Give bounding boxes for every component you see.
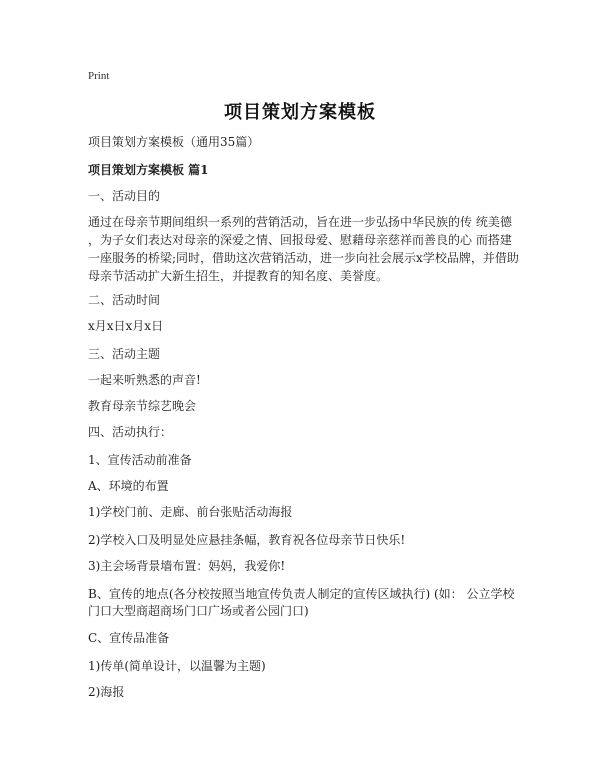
paragraph-line: 母亲节活动扩大新生招生，并提教育的知名度、美誉度。 [88,269,389,283]
sub-heading-environment: A、环境的布置 [88,479,169,493]
heading-activity-theme: 三、活动主题 [88,347,161,361]
theme-line: 教育母亲节综艺晚会 [88,399,197,413]
activity-time-value: x月x日x月x日 [88,319,164,333]
section-heading: 项目策划方案模板 篇1 [88,163,209,177]
list-item: 2)学校入口及明显处应悬挂条幅，教育祝各位母亲节日快乐! [88,533,406,547]
list-item: 1)传单(简单设计，以温馨为主题) [88,659,266,673]
theme-line: 一起来听熟悉的声音! [88,373,201,387]
list-item: 3)主会场背景墙布置：妈妈，我爱你! [88,559,286,573]
paragraph-line: ，为子女们表达对母亲的深爱之情、回报母爱、慰藉母亲慈祥而善良的心 而搭建 [88,233,512,247]
print-label[interactable]: Print [88,70,110,82]
step-heading: 1、宣传活动前准备 [88,453,192,467]
list-item: 2)海报 [88,685,125,699]
page-title: 项目策划方案模板 [224,102,376,123]
sub-heading-location: B、宣传的地点(各分校按照当地宣传负责人制定的宣传区域执行) (如： 公立学校 [88,587,515,601]
paragraph-line: 通过在母亲节期间组织一系列的营销活动，旨在进一步弘扬中华民族的传 统美德 [88,215,512,229]
heading-activity-purpose: 一、活动目的 [88,189,161,203]
paragraph-line: 门口大型商超商场门口广场或者公园门口) [88,604,309,618]
list-item: 1)学校门前、走廊、前台张贴活动海报 [88,505,293,519]
subtitle: 项目策划方案模板（通用35篇） [88,135,260,149]
heading-activity-execution: 四、活动执行： [88,425,173,439]
paragraph-line: 一座服务的桥梁;同时，借助这次营销活动，进一步向社会展示x学校品牌，并借助 [88,251,519,265]
heading-activity-time: 二、活动时间 [88,293,161,307]
sub-heading-materials: C、宣传品准备 [88,631,170,645]
